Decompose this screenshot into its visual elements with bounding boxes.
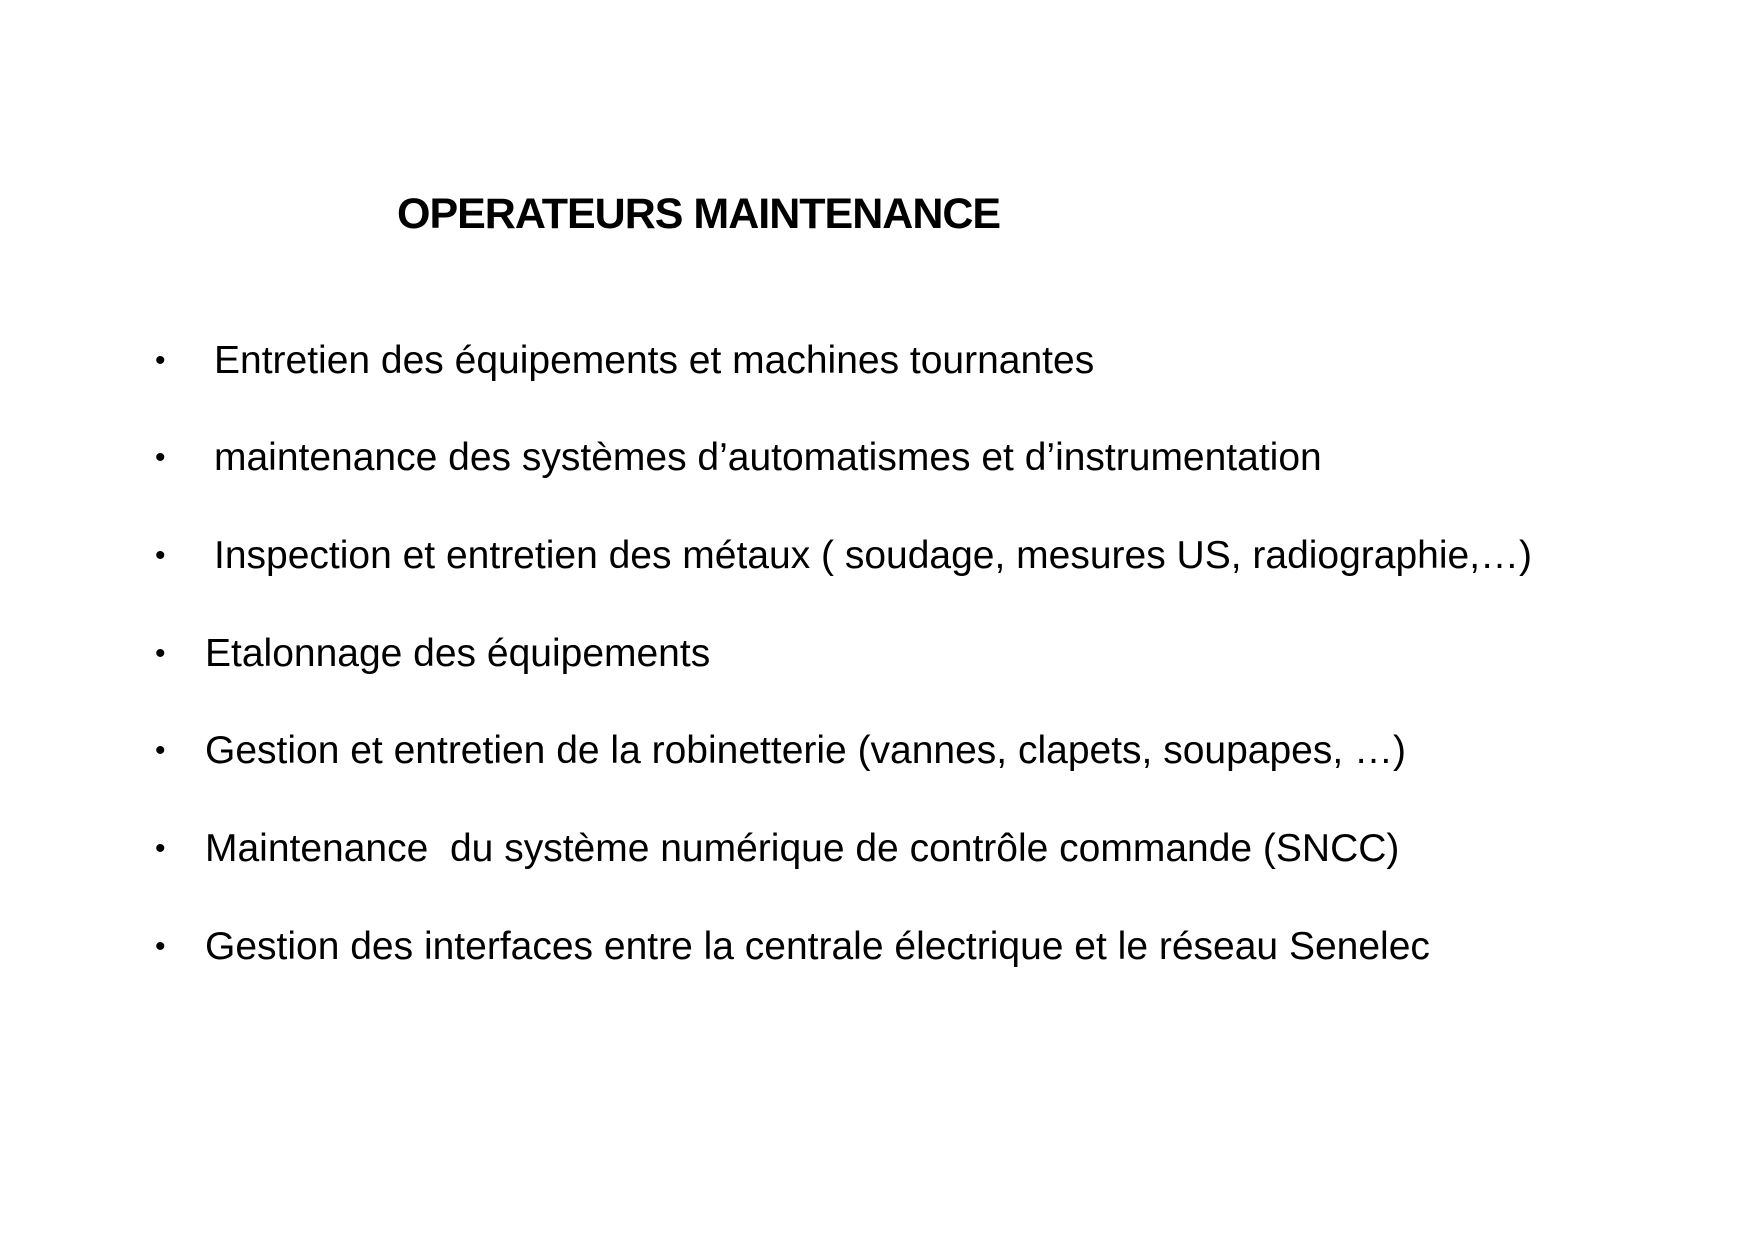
list-item-text: Maintenance du système numérique de contrôle commande (SNCC)	[205, 827, 1400, 870]
list-item-text: maintenance des systèmes d’automatismes et d’instrumentation	[214, 436, 1322, 479]
bullet-icon: •	[155, 832, 166, 865]
list-item-text: Inspection et entretien des métaux ( soudage, mesures US, radiographie,…)	[214, 534, 1533, 577]
list-item-text: Gestion et entretien de la robinetterie (vannes, clapets, soupapes, …)	[205, 729, 1407, 772]
list-item-text: Gestion des interfaces entre la centrale électrique et le réseau Senelec	[205, 925, 1430, 968]
list-item-text: Etalonnage des équipements	[205, 632, 711, 675]
bullet-icon: •	[155, 441, 166, 474]
bullet-icon: •	[155, 637, 166, 670]
bullet-icon: •	[155, 734, 166, 767]
bullet-icon: •	[155, 930, 166, 963]
bullet-icon: •	[155, 344, 166, 377]
bullet-icon: •	[155, 539, 166, 572]
slide-title: OPERATEURS MAINTENANCE	[397, 190, 1001, 238]
list-item-text: Entretien des équipements et machines tournantes	[214, 339, 1095, 382]
